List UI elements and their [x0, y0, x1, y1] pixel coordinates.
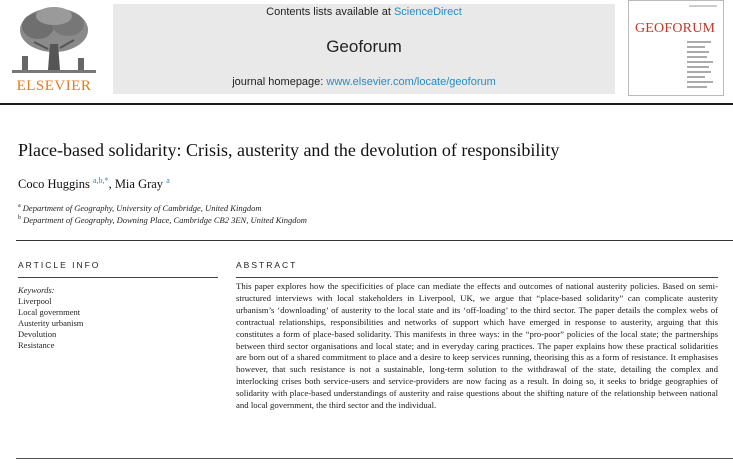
journal-banner — [113, 4, 615, 94]
keyword: Austerity urbanism — [18, 318, 84, 328]
cover-title: GEOFORUM — [635, 21, 716, 36]
affiliation-mark: b — [18, 215, 21, 222]
abstract-rule — [236, 277, 718, 278]
journal-cover-thumbnail[interactable] — [628, 0, 724, 96]
cover-text-line — [687, 76, 705, 78]
contents-availability-line — [113, 6, 615, 18]
contents-prefix: Contents lists available at — [266, 6, 391, 18]
cover-text-line — [687, 56, 707, 58]
author-separator: , — [108, 177, 112, 192]
cover-text-line — [687, 66, 709, 68]
cover-detail — [689, 5, 717, 7]
journal-homepage-line — [113, 76, 615, 88]
article-info-heading: ARTICLE INFO — [18, 260, 101, 270]
bottom-divider — [16, 458, 733, 459]
affiliation-text: Department of Geography, University of Cambridge, United Kingdom — [22, 203, 262, 213]
keywords-label: Keywords: — [18, 285, 55, 295]
author-affiliation-marks[interactable]: a — [166, 176, 170, 185]
keyword: Liverpool — [18, 296, 52, 306]
abstract-heading: ABSTRACT — [236, 260, 298, 270]
paper-title: Place-based solidarity: Crisis, austerity and the devolution of responsibility — [18, 140, 560, 160]
cover-text-line — [687, 46, 705, 48]
author-list — [18, 176, 170, 192]
affiliation-b — [18, 215, 307, 225]
affiliation-mark: a — [18, 203, 21, 210]
keyword: Local government — [18, 307, 81, 317]
publisher-wordmark: ELSEVIER — [16, 78, 92, 94]
section-divider — [16, 240, 733, 241]
cover-text-line — [687, 51, 709, 53]
article-info-rule — [18, 277, 218, 278]
header-divider — [0, 103, 733, 105]
keyword: Resistance — [18, 340, 55, 350]
author-name[interactable]: Coco Huggins — [18, 177, 90, 192]
cover-text-line — [687, 86, 707, 88]
author-affiliation-marks[interactable]: a,b,* — [93, 176, 109, 185]
journal-title: Geoforum — [326, 37, 402, 56]
cover-text-line — [687, 81, 713, 83]
cover-text-line — [687, 61, 713, 63]
abstract-text: This paper explores how the specificities of place can mediate the effects and outcomes of national austerity policies. Based on semi-structured interviews with local stakeholders in Liverpool, UK, we argue that “place-based solidarity” can complicate austerity urbanism’s ‘downloading’ of austerity to the local state and its ‘off-loading’ to the third sector. The paper details the complex webs of contractual relationships, responsibilities and networks of support which have emerged in response to austerity, arguing that this constitutes a form of place-based solidarity. This manifests in three ways: in the “pro-poor” policies of the local state; the partnerships between third sector organisations and local state; and in everyday caring practices. The paper explains how these practical solidarities are born out of a shared commitment to place and a desire to keep services running, theorising this as a form of resistance. It emphasises however, that such resistance is not a sustainable, long-term solution to the withdrawal of the state, detailing the complex and interlocking crises both service-users and service-providers are now facing as a result. In doing so, it seeks to bridge geographies of solidarity with place-based understandings of austerity and raise questions about the shifting nature of the relationship between national and local government, the third sector and the individual. — [236, 281, 718, 411]
journal-homepage-link[interactable]: www.elsevier.com/locate/geoforum — [326, 76, 496, 88]
affiliation-a — [18, 203, 261, 213]
cover-text-line — [687, 71, 711, 73]
affiliation-text: Department of Geography, Downing Place, Cambridge CB2 3EN, United Kingdom — [23, 215, 307, 225]
author-name[interactable]: Mia Gray — [114, 177, 164, 192]
cover-text-line — [687, 41, 711, 43]
elsevier-logo[interactable] — [8, 4, 100, 96]
sciencedirect-link[interactable]: ScienceDirect — [393, 6, 462, 18]
keyword: Devolution — [18, 329, 57, 339]
homepage-prefix: journal homepage: — [232, 76, 324, 88]
